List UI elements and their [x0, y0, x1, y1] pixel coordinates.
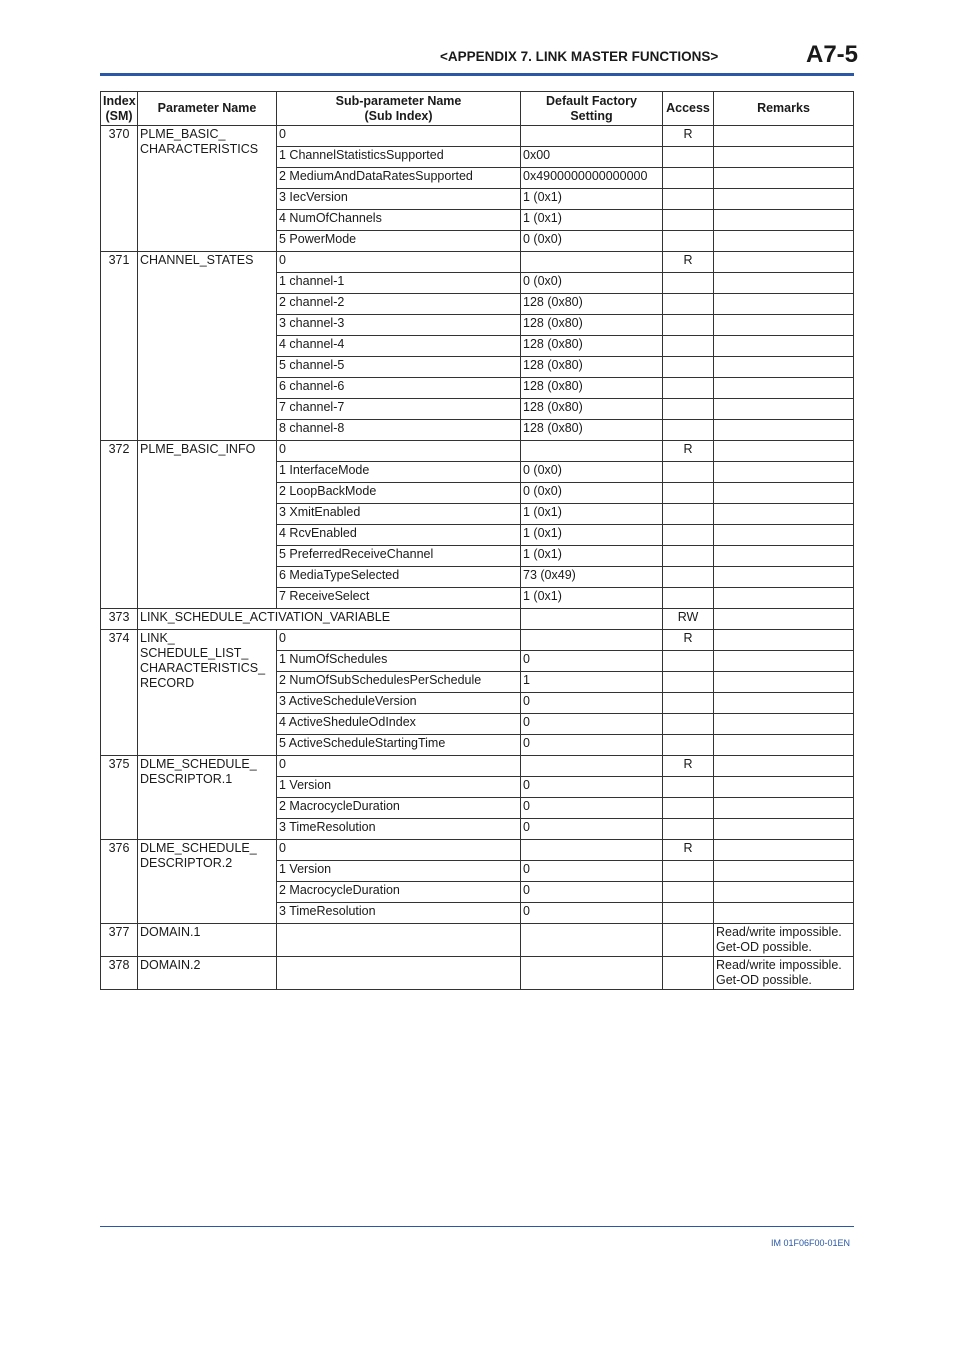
sub-parameter-cell: 3 XmitEnabled: [277, 504, 521, 525]
table-row: [101, 126, 854, 147]
remarks-cell: [714, 420, 854, 441]
index-cell: 372: [101, 441, 138, 609]
remarks-cell: [714, 672, 854, 693]
default-setting-cell: [521, 756, 663, 777]
index-cell: 371: [101, 252, 138, 441]
remarks-cell: [714, 483, 854, 504]
default-setting-cell: 0: [521, 651, 663, 672]
default-setting-cell: 0 (0x0): [521, 462, 663, 483]
access-cell: [663, 798, 714, 819]
access-cell: [663, 861, 714, 882]
column-header-parameter-name: Parameter Name: [138, 92, 277, 126]
access-cell: [663, 714, 714, 735]
sub-parameter-cell: 5 ActiveScheduleStartingTime: [277, 735, 521, 756]
sub-parameter-cell: 0: [277, 252, 521, 273]
default-setting-cell: 128 (0x80): [521, 294, 663, 315]
access-cell: [663, 819, 714, 840]
sub-parameter-cell: 4 ActiveSheduleOdIndex: [277, 714, 521, 735]
access-cell: [663, 483, 714, 504]
sub-parameter-cell: 0: [277, 630, 521, 651]
index-cell: 377: [101, 924, 138, 957]
default-setting-cell: 73 (0x49): [521, 567, 663, 588]
column-header-remarks: Remarks: [714, 92, 854, 126]
remarks-cell: [714, 609, 854, 630]
remarks-cell: [714, 231, 854, 252]
access-cell: [663, 357, 714, 378]
parameter-table: [100, 91, 854, 990]
sub-parameter-cell: 0: [277, 840, 521, 861]
remarks-cell: [714, 378, 854, 399]
default-setting-cell: 0x00: [521, 147, 663, 168]
remarks-cell: [714, 735, 854, 756]
column-header-access: Access: [663, 92, 714, 126]
parameter-name-cell: CHANNEL_STATES: [138, 252, 277, 441]
sub-parameter-cell: 4 channel-4: [277, 336, 521, 357]
default-setting-cell: [521, 957, 663, 990]
parameter-name-cell: DOMAIN.1: [138, 924, 277, 957]
parameter-name-cell: DLME_SCHEDULE_ DESCRIPTOR.2: [138, 840, 277, 924]
table-row: [101, 957, 854, 990]
remarks-cell: [714, 504, 854, 525]
access-cell: [663, 210, 714, 231]
default-setting-cell: [521, 441, 663, 462]
index-cell: 376: [101, 840, 138, 924]
default-setting-cell: 1 (0x1): [521, 525, 663, 546]
parameter-name-cell: PLME_BASIC_ CHARACTERISTICS: [138, 126, 277, 252]
access-cell: [663, 504, 714, 525]
access-cell: [663, 147, 714, 168]
remarks-cell: [714, 252, 854, 273]
sub-parameter-cell: 3 ActiveScheduleVersion: [277, 693, 521, 714]
default-setting-cell: 0: [521, 861, 663, 882]
remarks-cell: [714, 798, 854, 819]
access-cell: [663, 651, 714, 672]
remarks-cell: Read/write impossible. Get-OD possible.: [714, 924, 854, 957]
remarks-cell: [714, 714, 854, 735]
access-cell: R: [663, 840, 714, 861]
sub-parameter-cell: 2 MacrocycleDuration: [277, 798, 521, 819]
access-cell: [663, 420, 714, 441]
sub-parameter-cell: [277, 924, 521, 957]
footer-divider: [100, 1226, 854, 1227]
default-setting-cell: 1 (0x1): [521, 504, 663, 525]
default-setting-cell: [521, 630, 663, 651]
access-cell: R: [663, 441, 714, 462]
parameter-name-cell: LINK_ SCHEDULE_LIST_ CHARACTERISTICS_ RECORD: [138, 630, 277, 756]
default-setting-cell: 128 (0x80): [521, 399, 663, 420]
default-setting-cell: 128 (0x80): [521, 420, 663, 441]
access-cell: [663, 336, 714, 357]
sub-parameter-cell: 2 MediumAndDataRatesSupported: [277, 168, 521, 189]
parameter-name-cell: PLME_BASIC_INFO: [138, 441, 277, 609]
default-setting-cell: 0: [521, 777, 663, 798]
access-cell: [663, 588, 714, 609]
access-cell: R: [663, 126, 714, 147]
parameter-name-cell: DLME_SCHEDULE_ DESCRIPTOR.1: [138, 756, 277, 840]
sub-parameter-cell: 5 channel-5: [277, 357, 521, 378]
table-row: [101, 609, 854, 630]
default-setting-cell: 1: [521, 672, 663, 693]
default-setting-cell: 0 (0x0): [521, 231, 663, 252]
access-cell: [663, 672, 714, 693]
sub-parameter-cell: 5 PreferredReceiveChannel: [277, 546, 521, 567]
default-setting-cell: 0 (0x0): [521, 273, 663, 294]
sub-parameter-cell: 1 ChannelStatisticsSupported: [277, 147, 521, 168]
remarks-cell: [714, 399, 854, 420]
default-setting-cell: 0: [521, 798, 663, 819]
access-cell: [663, 189, 714, 210]
remarks-cell: [714, 462, 854, 483]
sub-parameter-cell: 6 MediaTypeSelected: [277, 567, 521, 588]
access-cell: [663, 924, 714, 957]
default-setting-cell: [521, 252, 663, 273]
sub-parameter-cell: 7 channel-7: [277, 399, 521, 420]
default-setting-cell: 0: [521, 714, 663, 735]
default-setting-cell: 0: [521, 819, 663, 840]
access-cell: [663, 957, 714, 990]
default-setting-cell: [521, 840, 663, 861]
remarks-cell: [714, 189, 854, 210]
remarks-cell: [714, 756, 854, 777]
header-divider: [100, 73, 854, 76]
access-cell: [663, 567, 714, 588]
sub-parameter-cell: 0: [277, 756, 521, 777]
table-row: [101, 441, 854, 462]
remarks-cell: [714, 294, 854, 315]
sub-parameter-cell: 2 NumOfSubSchedulesPerSchedule: [277, 672, 521, 693]
default-setting-cell: 128 (0x80): [521, 336, 663, 357]
remarks-cell: [714, 210, 854, 231]
remarks-cell: [714, 273, 854, 294]
access-cell: [663, 693, 714, 714]
default-setting-cell: 1 (0x1): [521, 588, 663, 609]
access-cell: [663, 903, 714, 924]
access-cell: [663, 462, 714, 483]
access-cell: R: [663, 756, 714, 777]
table-row: [101, 924, 854, 957]
access-cell: R: [663, 630, 714, 651]
sub-parameter-cell: 2 MacrocycleDuration: [277, 882, 521, 903]
sub-parameter-cell: 4 NumOfChannels: [277, 210, 521, 231]
remarks-cell: [714, 357, 854, 378]
default-setting-cell: 0: [521, 735, 663, 756]
sub-parameter-cell: 1 Version: [277, 861, 521, 882]
sub-parameter-cell: 2 LoopBackMode: [277, 483, 521, 504]
default-setting-cell: 0 (0x0): [521, 483, 663, 504]
remarks-cell: [714, 693, 854, 714]
default-setting-cell: 1 (0x1): [521, 189, 663, 210]
default-setting-cell: [521, 924, 663, 957]
default-setting-cell: 0: [521, 903, 663, 924]
remarks-cell: [714, 168, 854, 189]
sub-parameter-cell: 0: [277, 126, 521, 147]
default-setting-cell: 0: [521, 693, 663, 714]
page-number: A7-5: [806, 41, 859, 68]
access-cell: [663, 378, 714, 399]
default-setting-cell: [521, 126, 663, 147]
remarks-cell: Read/write impossible. Get-OD possible.: [714, 957, 854, 990]
table-row: [101, 252, 854, 273]
access-cell: [663, 315, 714, 336]
sub-parameter-cell: 5 PowerMode: [277, 231, 521, 252]
access-cell: RW: [663, 609, 714, 630]
remarks-cell: [714, 903, 854, 924]
remarks-cell: [714, 588, 854, 609]
sub-parameter-cell: 3 IecVersion: [277, 189, 521, 210]
access-cell: [663, 777, 714, 798]
access-cell: R: [663, 252, 714, 273]
default-setting-cell: 128 (0x80): [521, 378, 663, 399]
remarks-cell: [714, 630, 854, 651]
sub-parameter-cell: 1 NumOfSchedules: [277, 651, 521, 672]
sub-parameter-cell: 1 Version: [277, 777, 521, 798]
remarks-cell: [714, 840, 854, 861]
default-setting-cell: 0x4900000000000000: [521, 168, 663, 189]
sub-parameter-cell: 4 RcvEnabled: [277, 525, 521, 546]
access-cell: [663, 735, 714, 756]
index-cell: 378: [101, 957, 138, 990]
default-setting-cell: 0: [521, 882, 663, 903]
index-cell: 375: [101, 756, 138, 840]
remarks-cell: [714, 126, 854, 147]
sub-parameter-cell: 1 InterfaceMode: [277, 462, 521, 483]
access-cell: [663, 231, 714, 252]
index-cell: 370: [101, 126, 138, 252]
sub-parameter-cell: 6 channel-6: [277, 378, 521, 399]
default-setting-cell: 128 (0x80): [521, 357, 663, 378]
index-cell: 374: [101, 630, 138, 756]
parameter-name-cell: LINK_SCHEDULE_ACTIVATION_VARIABLE: [138, 609, 521, 630]
access-cell: [663, 168, 714, 189]
default-setting-cell: 128 (0x80): [521, 315, 663, 336]
column-header-index: Index (SM): [101, 92, 138, 126]
access-cell: [663, 399, 714, 420]
sub-parameter-cell: [277, 957, 521, 990]
access-cell: [663, 294, 714, 315]
sub-parameter-cell: 3 channel-3: [277, 315, 521, 336]
table-row: [101, 756, 854, 777]
remarks-cell: [714, 546, 854, 567]
default-setting-cell: [521, 609, 663, 630]
access-cell: [663, 525, 714, 546]
remarks-cell: [714, 315, 854, 336]
access-cell: [663, 273, 714, 294]
table-body: [101, 126, 854, 990]
column-header-sub-parameter: Sub-parameter Name (Sub Index): [277, 92, 521, 126]
remarks-cell: [714, 147, 854, 168]
table-row: [101, 840, 854, 861]
remarks-cell: [714, 861, 854, 882]
remarks-cell: [714, 441, 854, 462]
remarks-cell: [714, 777, 854, 798]
remarks-cell: [714, 882, 854, 903]
sub-parameter-cell: 0: [277, 441, 521, 462]
column-header-default-setting: Default Factory Setting: [521, 92, 663, 126]
sub-parameter-cell: 8 channel-8: [277, 420, 521, 441]
default-setting-cell: 1 (0x1): [521, 546, 663, 567]
parameter-name-cell: DOMAIN.2: [138, 957, 277, 990]
index-cell: 373: [101, 609, 138, 630]
default-setting-cell: 1 (0x1): [521, 210, 663, 231]
sub-parameter-cell: 1 channel-1: [277, 273, 521, 294]
access-cell: [663, 546, 714, 567]
remarks-cell: [714, 567, 854, 588]
access-cell: [663, 882, 714, 903]
sub-parameter-cell: 3 TimeResolution: [277, 819, 521, 840]
header-section-title: <APPENDIX 7. LINK MASTER FUNCTIONS>: [440, 49, 719, 64]
remarks-cell: [714, 819, 854, 840]
remarks-cell: [714, 525, 854, 546]
document-id: IM 01F06F00-01EN: [771, 1238, 851, 1248]
remarks-cell: [714, 651, 854, 672]
table-row: [101, 630, 854, 651]
remarks-cell: [714, 336, 854, 357]
sub-parameter-cell: 7 ReceiveSelect: [277, 588, 521, 609]
sub-parameter-cell: 2 channel-2: [277, 294, 521, 315]
table-header-row: [101, 92, 854, 126]
sub-parameter-cell: 3 TimeResolution: [277, 903, 521, 924]
